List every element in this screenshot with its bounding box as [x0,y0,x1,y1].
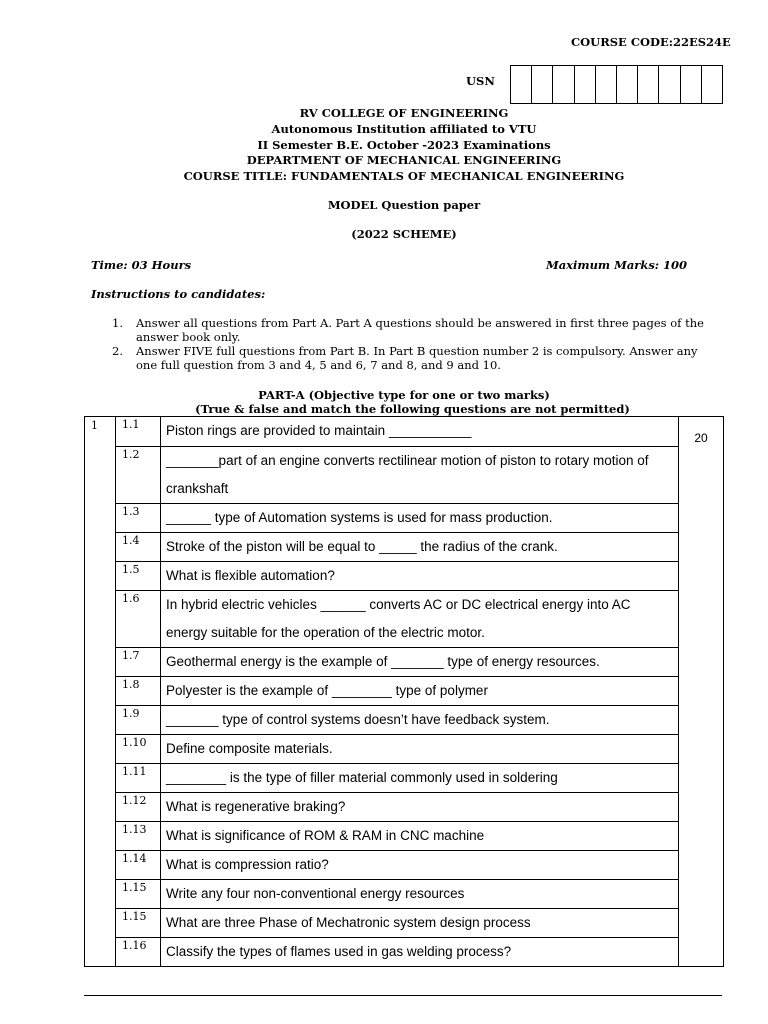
usn-box[interactable] [617,66,638,103]
instructions-title: Instructions to candidates: [91,287,266,301]
question-text: _______part of an engine converts rectilinear motion of piston to rotary motion of crankshaft [161,447,679,504]
department: DEPARTMENT OF MECHANICAL ENGINEERING [246,153,562,167]
table-row [85,764,724,793]
usn-box[interactable] [553,66,574,103]
usn-box[interactable] [532,66,553,103]
part-a-title: PART-A (Objective type for one or two marks) [258,388,550,402]
college-name: RV COLLEGE OF ENGINEERING [299,106,509,120]
table-row [85,648,724,677]
course-title: COURSE TITLE: FUNDAMENTALS OF MECHANICAL ENGINEERING [183,169,625,183]
table-row [85,938,724,967]
question-text: ______ type of Automation systems is used for mass production. [161,504,679,533]
table-row [85,447,724,504]
table-row [85,793,724,822]
table-row [85,851,724,880]
question-table [84,416,724,967]
table-row [85,706,724,735]
instruction-text: Answer FIVE full questions from Part B. In Part B question number 2 is compulsory. Answer any one full question from 3 and 4, 5 and 6, 7 and 8, and 9 and 10. [136,344,698,372]
max-marks-label: Maximum Marks: 100 [546,258,688,272]
sub-question-number: 1.8 [116,677,161,706]
question-text: Classify the types of flames used in gas welding process? [161,938,679,967]
question-text: ________ is the type of filler material commonly used in soldering [161,764,679,793]
table-row [85,677,724,706]
paper-type: MODEL Question paper [327,198,481,212]
sub-question-number: 1.6 [116,591,161,648]
usn-box[interactable] [681,66,702,103]
usn-box[interactable] [575,66,596,103]
sub-question-number: 1.3 [116,504,161,533]
usn-input-boxes[interactable] [510,65,723,104]
footer-divider [84,995,722,996]
sub-question-number: 1.10 [116,735,161,764]
sub-question-number: 1.15 [116,880,161,909]
question-text: What are three Phase of Mechatronic system design process [161,909,679,938]
question-text: What is flexible automation? [161,562,679,591]
table-row [85,504,724,533]
instructions-list [112,316,720,372]
table-row [85,562,724,591]
table-row [85,417,724,447]
question-number: 1 [85,417,116,967]
affiliation: Autonomous Institution affiliated to VTU [271,122,537,136]
sub-question-number: 1.16 [116,938,161,967]
sub-question-number: 1.13 [116,822,161,851]
usn-box[interactable] [702,66,722,103]
sub-question-number: 1.14 [116,851,161,880]
table-row [85,880,724,909]
table-row [85,909,724,938]
marks-value: 20 [679,417,724,967]
table-row [85,591,724,648]
part-a-note: (True & false and match the following questions are not permitted) [195,402,630,416]
sub-question-number: 1.2 [116,447,161,504]
sub-question-number: 1.9 [116,706,161,735]
table-row [85,735,724,764]
question-text: Define composite materials. [161,735,679,764]
sub-question-number: 1.11 [116,764,161,793]
table-row [85,533,724,562]
question-text: Write any four non-conventional energy resources [161,880,679,909]
table-row [85,822,724,851]
question-text: What is regenerative braking? [161,793,679,822]
question-text: What is significance of ROM & RAM in CNC machine [161,822,679,851]
sub-question-number: 1.1 [116,417,161,447]
instruction-number: 1. [112,316,123,330]
sub-question-number: 1.5 [116,562,161,591]
sub-question-number: 1.7 [116,648,161,677]
usn-label: USN [466,74,495,88]
question-text: Stroke of the piston will be equal to _____ the radius of the crank. [161,533,679,562]
question-text: What is compression ratio? [161,851,679,880]
course-code: COURSE CODE:22ES24E [571,35,731,49]
usn-box[interactable] [659,66,680,103]
question-text: Geothermal energy is the example of _______ type of energy resources. [161,648,679,677]
usn-box[interactable] [596,66,617,103]
question-text: Piston rings are provided to maintain ___________ [161,417,679,447]
exam-title: II Semester B.E. October -2023 Examinations [257,138,551,152]
instruction-number: 2. [112,344,123,358]
instruction-text: Answer all questions from Part A. Part A questions should be answered in first three pages of the answer book only. [136,316,704,344]
sub-question-number: 1.4 [116,533,161,562]
sub-question-number: 1.12 [116,793,161,822]
usn-box[interactable] [511,66,532,103]
time-label: Time: 03 Hours [91,258,192,272]
instruction-item [112,344,720,372]
sub-question-number: 1.15 [116,909,161,938]
usn-box[interactable] [638,66,659,103]
question-text: In hybrid electric vehicles ______ converts AC or DC electrical energy into AC energy suitable for the operation of the electric motor. [161,591,679,648]
scheme: (2022 SCHEME) [351,227,457,241]
instruction-item [112,316,720,344]
question-text: _______ type of control systems doesn’t have feedback system. [161,706,679,735]
question-text: Polyester is the example of ________ type of polymer [161,677,679,706]
